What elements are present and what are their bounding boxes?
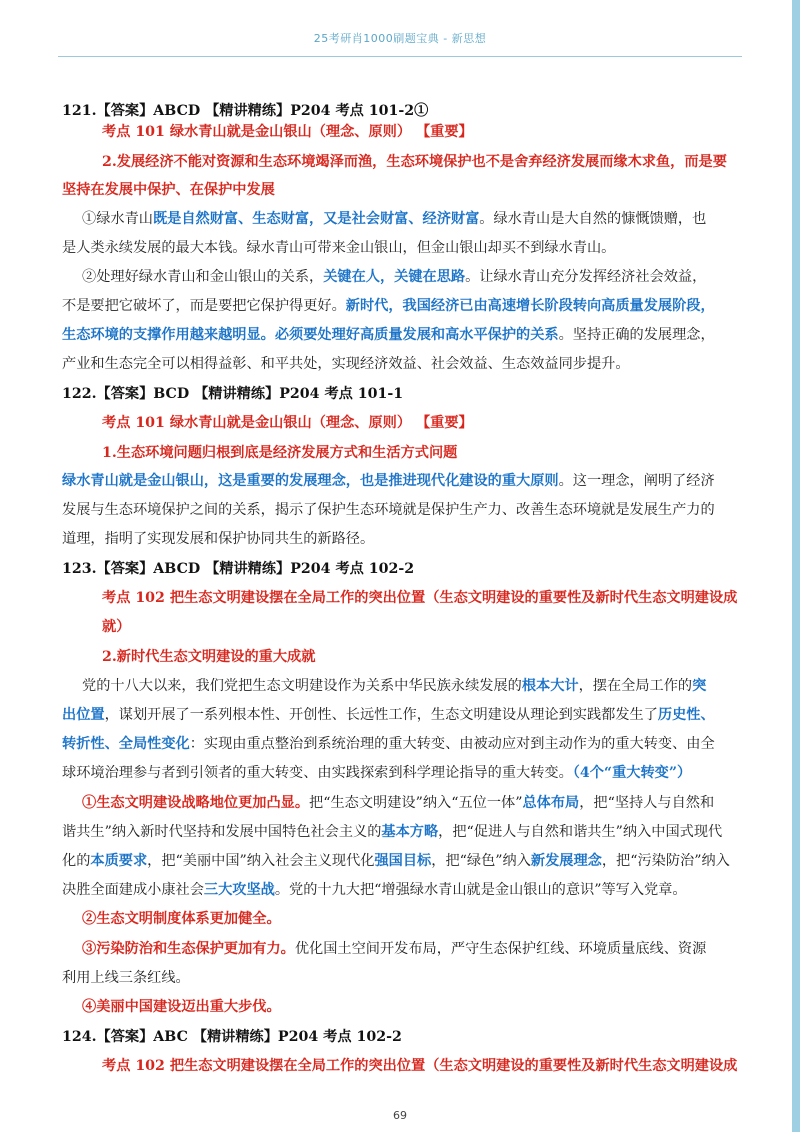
q124-answer [62,1026,402,1048]
text-segment: ：实现由重点整治到系统治理的重大转变、由被动应对到主动作为的重大转变、由全 [189,736,715,752]
text-segment: 122.【答案】BCD 【精讲精练】P204 考点 101-1 [62,386,404,402]
text-segment: ，把“污染防治”纳入 [601,853,730,869]
text-segment: 根本大计 [521,678,579,694]
text-segment: 总体布局 [522,795,580,811]
text-segment: 本质要求 [90,853,148,869]
text-segment: 。坚持正确的发展理念， [558,327,715,343]
page-number: 69 [393,1109,407,1122]
text-segment: ，把“美丽中国”纳入社会主义现代化 [147,853,375,869]
q123-kaodian-title-cont [102,616,130,638]
text-segment: ①生态文明建设战略地位更加凸显。 [82,795,310,811]
text-segment: 基本方略 [381,824,439,840]
text-segment: 发展与生态环境保护之间的关系，揭示了保护生态环境就是保护生产力、改善生态环境就是发展生产力的 [62,502,715,518]
q123-para-cont2 [62,733,715,755]
q123-item3-cont [62,967,190,989]
q124-kaodian-title [102,1055,737,1077]
q123-item1 [82,792,714,814]
text-segment: 生态环境的支撑作用越来越明显。必须要处理好高质量发展和高水平保护的关系 [62,327,559,343]
text-segment: 。绿水青山是大自然的慷慨馈赠，也 [479,211,707,227]
text-segment: 新发展理念 [530,853,602,869]
q123-answer [62,558,414,580]
text-segment: ④美丽中国建设迈出重大步伐。 [82,999,281,1015]
text-segment: 坚持在发展中保护、在保护中发展 [62,182,275,198]
text-segment: 。党的十九大把“增强绿水青山就是金山银山的意识”等写入党章。 [274,882,687,898]
text-segment: 球环境治理参与者到引领者的重大转变、由实践探索到科学理论指导的重大转变。 [62,765,573,781]
text-segment: 道理，指明了实现发展和保护协同共生的新路径。 [62,531,375,547]
text-segment: 考点 102 把生态文明建设摆在全局工作的突出位置（生态文明建设的重要性及新时代生态文明建设成 [102,590,738,606]
q123-para-cont3 [62,762,691,784]
text-segment: 关键在人，关键在思路 [323,269,466,285]
q123-para-cont [62,704,715,726]
q122-para-cont [62,499,715,521]
q123-item1-cont2 [62,850,730,872]
text-segment: 。这一理念，阐明了经济 [558,473,715,489]
text-segment: 是人类永续发展的最大本钱。绿水青山可带来金山银山，但金山银山却买不到绿水青山。 [62,240,616,256]
text-segment: 化的 [62,853,91,869]
text-segment: 就） [102,619,131,635]
q123-item4 [82,996,281,1018]
text-segment: 2.发展经济不能对资源和生态环境竭泽而渔，生态环境保护也不是舍弃经济发展而缘木求鱼，而是要 [102,154,727,170]
q121-answer [62,100,428,122]
header-divider [58,56,742,57]
text-segment: ②处理好绿水青山和金山银山的关系， [82,269,324,285]
text-segment: 新时代，我国经济已由高速增长阶段转向高质量发展阶段， [345,298,715,314]
q122-answer [62,383,403,405]
text-segment: 不是要把它破坏了，而是要把它保护得更好。 [62,298,346,314]
text-segment: ③污染防治和生态保护更加有力。 [82,941,295,957]
q122-kaodian-title [102,412,473,434]
text-segment: 1.生态环境问题归根到底是经济发展方式和生活方式问题 [102,445,458,461]
text-segment: 既是自然财富、生态财富，又是社会财富、经济财富 [152,211,480,227]
text-segment: 2.新时代生态文明建设的重大成就 [102,649,316,665]
q121-para1-cont [62,237,615,259]
q121-para2-cont2 [62,324,715,346]
text-segment: ，把“坚持人与自然和 [579,795,715,811]
q122-para [62,470,715,492]
q123-item1-cont [62,821,722,843]
text-segment: 绿水青山就是金山银山，这是重要的发展理念，也是推进现代化建设的重大原则 [62,473,559,489]
text-segment: 出位置 [62,707,105,723]
text-segment: 123.【答案】ABCD 【精讲精练】P204 考点 102-2 [62,561,415,577]
text-segment: ，谋划开展了一系列根本性、开创性、长远性工作，生态文明建设从理论到实践都发生了 [104,707,658,723]
text-segment: 强国目标 [374,853,432,869]
text-segment: 。让绿水青山充分发挥经济社会效益， [465,269,707,285]
q121-para2-cont [62,295,715,317]
q121-para2-cont3 [62,353,630,375]
text-segment: 把“生态文明建设”纳入“五位一体” [309,795,523,811]
text-segment: 124.【答案】ABC 【精讲精练】P204 考点 102-2 [62,1029,402,1045]
q121-kaodian-title [102,121,473,143]
text-segment: ，把“促进人与自然和谐共生”纳入中国式现代 [438,824,723,840]
q123-item3 [82,938,706,960]
text-segment: ①绿水青山 [82,211,153,227]
q121-point-heading [102,151,727,173]
q122-para-cont2 [62,528,374,550]
text-segment: 考点 101 绿水青山就是金山银山（理念、原则） 【重要】 [102,415,473,431]
text-segment: 产业和生态完全可以相得益彰、和平共处，实现经济效益、社会效益、生态效益同步提升。 [62,356,630,372]
q121-para1 [82,208,706,230]
text-segment: （4个“重大转变”） [572,765,692,781]
q123-item2 [82,908,281,930]
q123-point-heading [102,646,315,668]
text-segment: 党的十八大以来，我们党把生态文明建设作为关系中华民族永续发展的 [82,678,522,694]
q123-para [82,675,706,697]
q123-item1-cont3 [62,879,687,901]
text-segment: 谐共生”纳入新时代坚持和发展中国特色社会主义的 [62,824,382,840]
page-header: 25考研肖1000刷题宝典 - 新思想 [313,32,487,45]
text-segment: 决胜全面建成小康社会 [62,882,204,898]
text-segment: ，把“绿色”纳入 [431,853,531,869]
text-segment: 考点 102 把生态文明建设摆在全局工作的突出位置（生态文明建设的重要性及新时代生态文明建设成 [102,1058,738,1074]
q121-para2 [82,266,706,288]
page-edge-strip [792,0,800,1132]
text-segment: 121.【答案】ABCD 【精讲精练】P204 考点 101-2① [62,103,429,119]
text-segment: ，摆在全局工作的 [578,678,693,694]
q122-point-heading [102,442,457,464]
text-segment: 历史性、 [657,707,715,723]
text-segment: 转折性、全局性变化 [62,736,190,752]
q121-point-heading-cont [62,179,275,201]
text-segment: 利用上线三条红线。 [62,970,190,986]
text-segment: 三大攻坚战 [203,882,275,898]
text-segment: ②生态文明制度体系更加健全。 [82,911,281,927]
text-segment: 突 [692,678,707,694]
q123-kaodian-title [102,587,737,609]
text-segment: 优化国土空间开发布局，严守生态保护红线、环境质量底线、资源 [294,941,707,957]
text-segment: 考点 101 绿水青山就是金山银山（理念、原则） 【重要】 [102,124,473,140]
